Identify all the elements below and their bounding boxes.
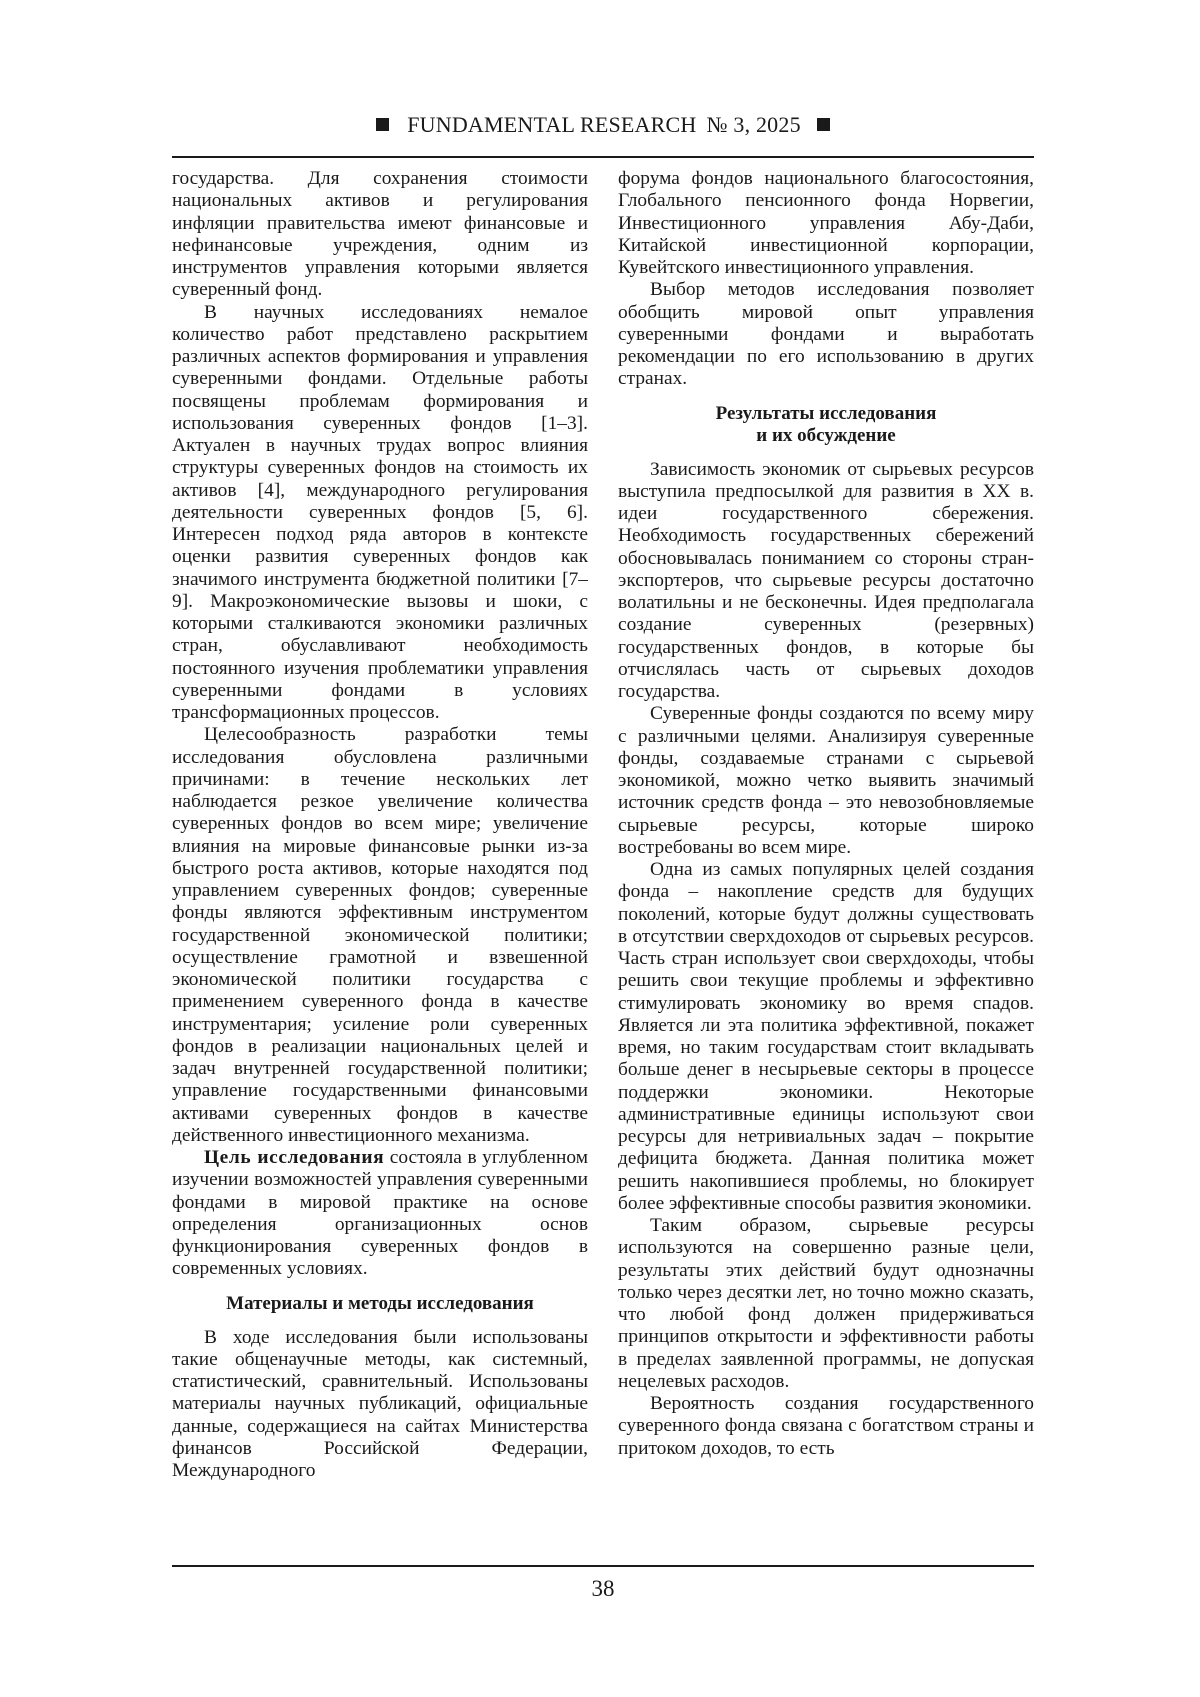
paragraph: Целесообразность разработки темы исследования обусловлена различными причинами: в течение нескольких лет наблюдается резкое увеличение количества суверенных фондов во всем мире; увеличение влияния на мировые финансовые рынки из-за быстрого роста активов, которые находятся под управлением суверенных фондов; суверенные фонды являются эффективным инструментом государственной экономической политики; осуществление грамотной и взвешенной экономической политики государства с применением суверенного фонда в качестве инструментария; усиление роли суверенных фондов в реализации национальных целей и задач внутренней государственной политики; управление государственными финансовыми активами суверенных фондов в качестве действенного инвестиционного механизма. [172,724,588,1146]
paragraph-aim [172,1147,588,1281]
square-bullet-icon [376,118,389,131]
paragraph: Суверенные фонды создаются по всему миру с различными целями. Анализируя суверенные фонды, создаваемые странами с сырьевой экономикой, можно четко выявить значимый источник средств фонда – это невозобновляемые сырьевые ресурсы, которые широко востребованы во всем мире. [618,703,1034,858]
paragraph: Зависимость экономик от сырьевых ресурсов выступила предпосылкой для развития в XX в. идеи государственного сбережения. Необходимость государственных сбережений обосновывалась пониманием со стороны стран-экспортеров, что сырьевые ресурсы достаточно волатильны и не бесконечны. Идея предполагала создание суверенных (резервных) государственных фондов, в которые бы отчислялась часть от сырьевых доходов государства. [618,458,1034,702]
footer-rule [172,1565,1034,1567]
square-bullet-icon [817,118,830,131]
paragraph: государства. Для сохранения стоимости национальных активов и регулирования инфляции правительства имеют финансовые и нефинансовые учреждения, одним из инструментов управления которыми является суверенный фонд. [172,168,588,301]
aim-lead: Цель исследования [204,1147,385,1168]
article-body [172,168,1034,1550]
issue-number: № 3, 2025 [706,112,801,137]
paragraph: В ходе исследования были использованы такие общенаучные методы, как системный, статистический, сравнительный. Использованы материалы научных публикаций, официальные данные, содержащиеся на сайтах Министерства финансов Российской Федерации, Международного [172,1326,588,1481]
journal-title: FUNDAMENTAL RESEARCH [407,112,697,137]
section-heading-line: Результаты исследования [715,402,937,424]
header-rule [172,156,1034,158]
paragraph: Одна из самых популярных целей создания фонда – накопление средств для будущих поколений, которые будут должны существовать в отсутствии сверхдоходов от сырьевых ресурсов. Часть стран использует свои сверхдоходы, чтобы решить свои текущие проблемы и эффективно стимулировать экономику во время спадов. Является ли эта политика эффективной, покажет время, но таким государствам стоит вкладывать больше денег в несырьевые секторы в процессе поддержки экономики. Некоторые административные единицы используют свои ресурсы для нетривиальных задач – покрытие дефицита бюджета. Данная политика может решить накопившиеся проблемы, но блокирует более эффективные способы развития экономики. [618,859,1034,1214]
section-heading-results [618,403,1034,447]
running-header [172,112,1034,138]
left-column [172,168,588,1482]
paragraph: Вероятность создания государственного суверенного фонда связана с богатством страны и притоком доходов, то есть [618,1393,1034,1459]
page-number: 38 [591,1576,615,1601]
paragraph: Выбор методов исследования позволяет обобщить мировой опыт управления суверенными фондами и выработать рекомендации по его использованию в других странах. [618,279,1034,390]
section-heading-line: и их обсуждение [756,424,896,446]
paragraph: форума фондов национального благосостояния, Глобального пенсионного фонда Норвегии, Инвестиционного управления Абу-Даби, Китайской инвестиционной корпорации, Кувейтского инвестиционного управления. [618,168,1034,278]
paragraph: Таким образом, сырьевые ресурсы используются на совершенно разные цели, результаты этих действий будут однозначны только через десятки лет, но точно можно сказать, что любой фонд должен придерживаться принципов открытости и эффективности работы в пределах заявленной программы, не допуская нецелевых расходов. [618,1215,1034,1392]
aim-text: состояла в углубленном изучении возможностей управления суверенными фондами в мировой практике на основе определения организационных основ функционирования суверенных фондов в современных условиях. [172,1147,588,1280]
paragraph: В научных исследованиях немалое количество работ представлено раскрытием различных аспектов формирования и управления суверенными фондами. Отдельные работы посвящены проблемам формирования и использования суверенных фондов [1–3]. Актуален в научных трудах вопрос влияния структуры суверенных фондов на стоимость их активов [4], международного регулирования деятельности суверенных фондов [5, 6]. Интересен подход ряда авторов в контексте оценки развития суверенных фондов как значимого инструмента бюджетной политики [7–9]. Макроэкономические вызовы и шоки, с которыми сталкиваются экономики различных стран, обуславливают необходимость постоянного изучения проблематики управления суверенными фондами в условиях трансформационных процессов. [172,301,588,723]
right-column [618,168,1034,1460]
section-heading-methods: Материалы и методы исследования [226,1292,534,1314]
